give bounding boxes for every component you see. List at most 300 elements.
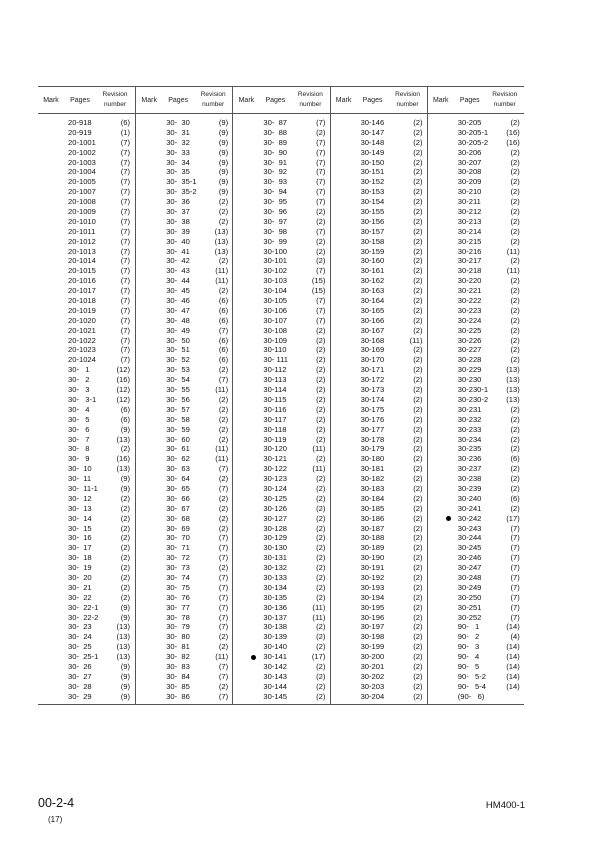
page-cell: 30-192 [360,572,385,582]
revision-cell: (2) [218,286,229,296]
table-row [331,543,427,553]
revision-cell: (2) [413,622,423,632]
page-cell: 30- 73 [166,563,190,573]
table-row [331,306,427,316]
revision-mark [38,464,64,474]
table-row [233,435,329,445]
page-cell: 30- 11 [68,474,92,484]
page-cell: 30-174 [360,394,385,404]
page-cell: 20-1011 [68,226,96,236]
page-cell: 30- 81 [166,642,190,652]
page-cell: 30-138 [263,622,288,632]
revision-mark [428,217,454,227]
revision-mark [38,336,64,346]
revision-mark [331,435,357,445]
revision-mark [233,682,259,692]
table-row [233,336,329,346]
page-cell: 20-1016 [68,276,96,286]
table-row [233,464,329,474]
page-cell: 30-177 [360,424,385,434]
table-row [233,642,329,652]
header-pages: Pages [70,96,90,104]
table-row [136,563,232,573]
table-row [331,375,427,385]
page-cell: 30-102 [263,266,288,276]
page-cell: 30- 30 [166,118,190,127]
page-cell: 30-226 [457,335,482,345]
table-row [233,613,329,623]
page-cell: 30-224 [457,315,482,325]
revision-mark [428,237,454,247]
revision-mark [428,207,454,217]
page-cell: 90- 2 [457,632,480,642]
page-cell: 30- 80 [166,632,190,642]
page-cell: 30- 27 [68,671,92,681]
revision-cell [496,692,524,702]
page-cell: 30-199 [360,642,385,652]
revision-mark [38,227,64,237]
table-row [428,504,524,514]
table-row [331,662,427,672]
page-cell: 30-117 [263,414,287,424]
table-row [38,593,135,603]
revision-cell: (13) [116,632,130,642]
table-row [331,405,427,415]
revision-mark [428,603,454,613]
page-cell: 30-133 [263,572,288,582]
page-cell: 30-142 [263,661,288,671]
table-row [233,207,329,217]
revision-cell: (7) [218,553,229,563]
revision-mark [428,415,454,425]
page-cell: 30-185 [360,503,385,513]
revision-mark [331,306,357,316]
page-cell: 30- 51 [166,345,190,355]
page-cell: 30- 58 [166,414,190,424]
revision-cell: (9) [120,424,130,434]
page-cell: 30-250 [457,592,482,602]
revision-mark [233,553,259,563]
page-cell: 30-119 [263,434,287,444]
revision-cell: (2) [510,276,520,286]
table-row [428,533,524,543]
revision-mark [428,613,454,623]
revision-cell: (2) [316,582,326,592]
revision-cell: (2) [413,592,423,602]
revision-cell: (12) [116,394,130,404]
revision-cell: (2) [413,226,423,236]
revision-mark [38,573,64,583]
revision-mark [136,375,162,385]
page-cell: 30- 13 [68,503,92,513]
revision-mark [233,563,259,573]
page-cell: 30-167 [360,325,385,335]
page-cell: 30-221 [457,286,482,296]
page-cell: 20-1015 [68,266,96,276]
table-row [136,504,232,514]
revision-cell: (2) [316,375,326,385]
revision-mark [38,247,64,257]
table-row [38,316,135,326]
revision-mark [136,524,162,534]
revision-cell: (7) [120,325,130,335]
revision-cell: (2) [413,503,423,513]
page-cell: 30-193 [360,582,385,592]
revision-cell: (2) [413,236,423,246]
page-cell: 30- 71 [166,543,190,553]
revision-cell: (2) [510,157,520,167]
page-cell: 30- 36 [166,197,190,207]
table-row [428,326,524,336]
revision-mark [38,355,64,365]
revision-cell: (2) [316,572,326,582]
revision-mark [331,118,357,128]
revision-mark [38,326,64,336]
revision-cell: (2) [316,345,326,355]
revision-mark [38,286,64,296]
revision-cell: (6) [120,414,130,424]
revision-mark [428,256,454,266]
revision-cell: (2) [413,394,423,404]
table-row [331,533,427,543]
revision-cell: (7) [120,157,130,167]
revision-cell: (2) [510,355,520,365]
table-row [428,622,524,632]
page-cell: 30- 22-1 [68,602,99,612]
revision-cell: (2) [218,404,229,414]
revision-mark [428,583,454,593]
table-row [136,148,232,158]
revision-mark [428,662,454,672]
revision-cell: (2) [413,652,423,662]
table-row [428,217,524,227]
revision-cell: (6) [218,355,229,365]
page-cell: 30-189 [360,543,385,553]
page-cell: 30- 37 [166,207,190,217]
table-row [428,256,524,266]
revision-cell: (2) [510,296,520,306]
table-row [38,345,135,355]
revision-cell: (2) [413,493,423,503]
revision-cell: (2) [413,246,423,256]
page-cell: 20-1014 [68,256,96,266]
revision-mark [136,622,162,632]
table-row [136,158,232,168]
revision-mark [233,365,259,375]
header-pages: Pages [265,96,286,104]
page-cell: 30- 75 [166,582,190,592]
table-row [331,326,427,336]
revision-mark [136,345,162,355]
page-cell: 30-196 [360,612,385,622]
bullet-mark-icon [446,516,451,521]
revision-mark [233,494,259,504]
table-row [331,632,427,642]
revision-mark [38,128,64,138]
page-cell: 30-157 [360,226,385,236]
revision-cell: (2) [120,503,130,513]
page-cell: 30-164 [360,296,385,306]
page-cell: 30-213 [457,216,482,226]
table-row [38,632,135,642]
page-cell: 30- 65 [166,483,190,493]
table-row [331,583,427,593]
table-row [428,306,524,316]
table-row [136,306,232,316]
revision-cell: (2) [218,632,229,642]
revision-mark [136,405,162,415]
table-row [331,128,427,138]
revision-mark [428,632,454,642]
page-cell: 30-145 [263,691,288,701]
table-column [232,114,329,704]
revision-mark [136,207,162,217]
page-cell: 30- 47 [166,305,190,315]
table-row [331,444,427,454]
revision-mark [233,642,259,652]
table-row [233,504,329,514]
page-cell: 20-1012 [68,236,96,246]
table-row [233,672,329,682]
table-row [331,286,427,296]
table-row [38,187,135,197]
page-cell: 90- 1 [457,622,480,632]
revision-mark [136,128,162,138]
page-cell: 30-108 [263,325,288,335]
revision-mark [233,138,259,148]
revision-mark [136,504,162,514]
page-cell: 30- 98 [263,226,288,236]
table-row [428,692,524,702]
revision-cell: (7) [316,197,326,207]
revision-mark [38,543,64,553]
table-row [331,613,427,623]
revision-mark [233,454,259,464]
page-cell: 30- 2 [68,375,90,385]
revision-mark [331,128,357,138]
revision-mark [428,177,454,187]
revision-cell: (2) [510,474,520,484]
revision-mark [331,524,357,534]
table-row [233,494,329,504]
revision-mark [331,197,357,207]
revision-mark [331,573,357,583]
table-row [233,138,329,148]
revision-cell: (2) [510,177,520,187]
table-row [331,316,427,326]
revision-cell: (2) [510,216,520,226]
revision-mark [38,148,64,158]
revision-cell: (7) [120,177,130,187]
table-row [428,237,524,247]
model-name: HM400-1 [485,800,525,811]
table-row [38,375,135,385]
page-cell: 30-230-2 [457,394,489,404]
page-cell: 30-106 [263,305,288,315]
revision-mark [38,365,64,375]
table-row [428,563,524,573]
revision-cell: (2) [413,464,423,474]
revision-mark [38,494,64,504]
revision-mark [428,286,454,296]
header-mark: Mark [335,96,352,104]
table-row [38,484,135,494]
page-cell: 30-122 [263,464,288,474]
table-row [428,197,524,207]
revision-cell: (2) [413,345,423,355]
page-cell: 30- 44 [166,276,190,286]
revision-cell: (2) [316,523,326,533]
table-row [428,247,524,257]
page-cell: 30- 7 [68,434,90,444]
page-cell: 30-240 [457,493,482,503]
page-cell: 30- 53 [166,365,190,375]
revision-cell: (2) [316,207,326,217]
table-row [136,524,232,534]
table-row [233,543,329,553]
revision-mark [331,692,357,702]
revision-cell: (7) [510,572,520,582]
page-cell: 30-146 [360,118,385,127]
page-cell: 30- 15 [68,523,92,533]
page-cell: 30-225 [457,325,482,335]
table-row [233,622,329,632]
revision-mark [233,474,259,484]
page-cell: 30-230 [457,375,482,385]
page-cell: 30- 32 [166,137,190,147]
page-cell: 30- 57 [166,404,190,414]
revision-mark [136,266,162,276]
table-row [136,326,232,336]
revision-cell: (7) [120,216,130,226]
revision-mark [233,128,259,138]
revision-cell: (2) [413,177,423,187]
revision-cell: (9) [218,118,229,127]
revision-cell: (7) [316,167,326,177]
table-row [331,425,427,435]
page-cell: 30-211 [457,197,481,207]
revision-mark [38,345,64,355]
revision-cell: (2) [413,612,423,622]
revision-mark [428,395,454,405]
table-row [136,286,232,296]
revision-cell: (11) [215,276,229,286]
revision-mark [428,622,454,632]
table-row [233,474,329,484]
revision-mark [428,593,454,603]
table-row [233,603,329,613]
table-row [428,227,524,237]
revision-cell: (16) [506,127,520,137]
revision-cell: (7) [510,602,520,612]
revision-cell: (2) [316,642,326,652]
page-cell: 30- 12 [68,493,92,503]
table-row [136,533,232,543]
revision-mark [331,682,357,692]
revision-cell: (2) [413,207,423,217]
revision-mark [38,415,64,425]
page-cell: 30-128 [263,523,288,533]
revision-mark [136,197,162,207]
page-cell: 30- 62 [166,454,190,464]
page-cell: 30- 35-1 [166,177,197,187]
revision-mark [331,355,357,365]
revision-mark [38,266,64,276]
table-row [233,345,329,355]
revision-cell: (2) [413,543,423,553]
revision-mark [233,425,259,435]
table-row [428,682,524,692]
revision-mark [136,286,162,296]
table-row [38,692,135,702]
page-cell: 30-191 [360,563,385,573]
revision-cell: (7) [218,533,229,543]
table-row [38,276,135,286]
revision-cell: (2) [510,444,520,454]
revision-cell: (2) [510,256,520,266]
header-mark: Mark [43,96,59,104]
revision-mark [428,524,454,534]
page-cell: 30-173 [360,385,385,395]
revision-mark [38,276,64,286]
revision-cell: (14) [506,622,520,632]
revision-mark [136,326,162,336]
table-row [331,385,427,395]
page-cell: 30-195 [360,602,385,612]
page-cell: 30-244 [457,533,482,543]
revision-cell: (14) [506,681,520,691]
page-cell: 30-233 [457,424,482,434]
page-cell: 30- 24 [68,632,92,642]
page-cell: 20-1022 [68,335,96,345]
page-cell: 30-176 [360,414,385,424]
page-cell: 90- 4 [457,652,480,662]
table-row [331,138,427,148]
page-cell: 30-155 [360,207,385,217]
revision-mark [428,672,454,682]
page-cell: 20-1010 [68,216,96,226]
revision-cell: (2) [413,256,423,266]
revision-cell: (11) [506,266,520,276]
table-row [38,474,135,484]
revision-cell: (2) [413,563,423,573]
page-cell: 30- 54 [166,375,190,385]
revision-mark [136,662,162,672]
revision-cell: (2) [413,434,423,444]
revision-cell: (2) [510,236,520,246]
page-cell: 30-231 [457,404,482,414]
revision-mark [331,484,357,494]
revision-cell: (9) [120,612,130,622]
table-row [136,365,232,375]
table-row [38,504,135,514]
table-header [38,87,524,114]
revision-cell: (7) [316,177,326,187]
revision-cell: (2) [218,493,229,503]
page-cell: 30- 19 [68,563,92,573]
revision-cell: (2) [510,147,520,157]
table-row [331,415,427,425]
page-cell: 30-217 [457,256,482,266]
revision-mark [38,613,64,623]
revision-cell: (7) [316,147,326,157]
table-row [428,464,524,474]
table-row [428,672,524,682]
page-cell: 30-197 [360,622,385,632]
table-row [136,355,232,365]
table-row [428,425,524,435]
revision-mark [331,256,357,266]
